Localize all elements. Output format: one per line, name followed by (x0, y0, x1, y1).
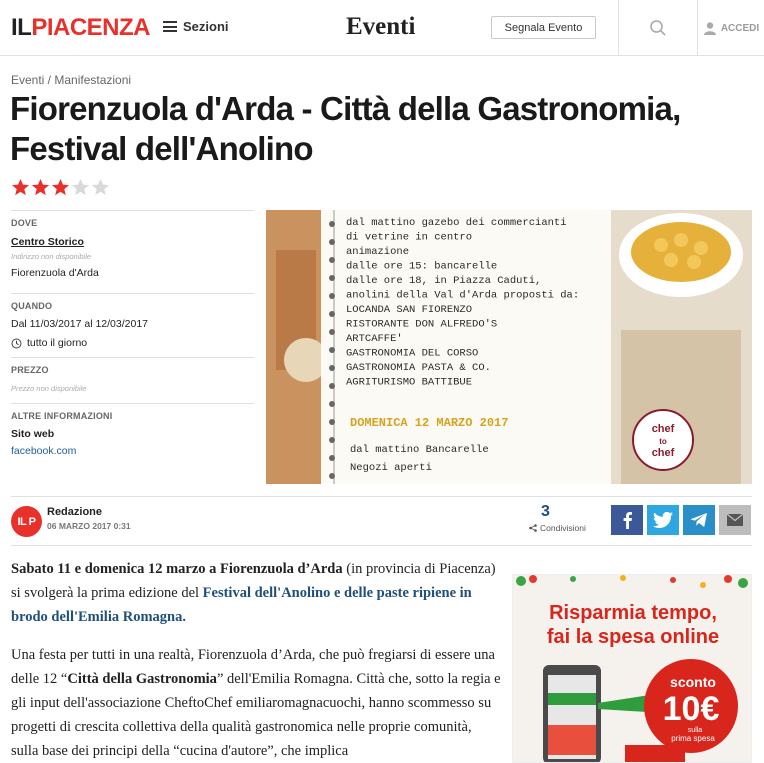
share-count: 3 (541, 503, 550, 520)
article-body (11, 557, 501, 763)
ad-headline-2: fai la spesa online (546, 626, 720, 648)
poster-text-line: GASTRONOMIA PASTA & CO. (346, 362, 491, 374)
city-text: Fiorenzuola d'Arda (11, 267, 99, 279)
star-filled-icon[interactable] (31, 178, 50, 197)
poster-text-line: dalle ore 15: bancarelle (346, 260, 498, 273)
search-icon (649, 19, 667, 37)
poster-text-line: dal mattino Bancarelle (350, 444, 489, 456)
event-dates: Dal 11/03/2017 al 12/03/2017 (11, 318, 149, 330)
event-info (11, 210, 254, 463)
section-title: Eventi (346, 13, 416, 40)
address-unavailable: Indirizzo non disponibile (11, 252, 92, 261)
share-label-row (529, 523, 599, 533)
poster-text-line: AGRITURISMO BATTIBUE (346, 376, 473, 389)
sezioni-menu-button[interactable] (163, 19, 229, 34)
info-quando (11, 293, 254, 357)
poster-text-line: Negozi aperti (350, 462, 432, 474)
poster-text-line: di vetrine in centro (346, 231, 473, 244)
ad-badge-bottom-2: prima spesa (671, 734, 715, 743)
ad-badge-bottom-1: sulla (687, 727, 703, 734)
poster-text-line: LOCANDA SAN FIORENZO (346, 304, 473, 316)
telegram-icon (690, 512, 708, 528)
share-label: Condivisioni (540, 523, 586, 533)
poster-text-line: dal mattino gazebo dei commercianti (346, 217, 567, 229)
citta-gastronomia-bold: Città della Gastronomia (67, 671, 217, 687)
article-paragraph: Sabato 11 e domenica 12 marzo a Fiorenzuola d’Arda (in provincia di Piacenza) si svolgerà la prima edizione del Festival dell'Anolino e delle paste ripiene in brodo dell'Emilia Romagna. (11, 561, 496, 625)
email-icon (727, 514, 743, 526)
ad-headline-1: Risparmia tempo, (549, 602, 717, 624)
event-image[interactable] (266, 210, 752, 484)
author-share-bar (11, 496, 752, 546)
user-icon (703, 21, 717, 35)
site-header (0, 0, 764, 56)
article-paragraph: Una festa per tutti in una realtà, Fiorenzuola d’Arda, che può fregiarsi di essere una delle 12 “Città della Gastronomia” dell'Emilia Romagna. Città che, sotto la regia e gli input dell'associazione CheftoChef emiliaromagnacuochi, hanno scommesso su progetti di crescita collettiva della qualità gastronomica nelle proprie comunità, sulla base dei principi della “cucina d'autore”, che implica (11, 647, 501, 759)
email-share-button[interactable] (719, 505, 751, 535)
poster-text-line: animazione (346, 246, 410, 258)
advertisement-banner[interactable] (512, 574, 752, 763)
website-link[interactable]: facebook.com (11, 445, 77, 457)
rating-stars (11, 178, 110, 197)
twitter-icon (653, 512, 673, 528)
poster-text-line: GASTRONOMIA DEL CORSO (346, 347, 479, 360)
article-lead-bold: Sabato 11 e domenica 12 marzo a Fiorenzuola d’Arda (11, 561, 343, 577)
sezioni-label: Sezioni (183, 19, 229, 34)
info-dove (11, 210, 254, 293)
page-title: Fiorenzuola d'Arda - Città della Gastronomia, Festival dell'Anolino (10, 90, 681, 167)
star-filled-icon[interactable] (11, 178, 30, 197)
poster-text-line: anolini della Val d'Arda proposti da: (346, 289, 580, 302)
sito-web-label: Sito web (11, 428, 55, 440)
festival-link[interactable]: Festival dell'Anolino e delle paste ripiene in brodo dell'Emilia Romagna. (11, 585, 472, 625)
site-logo[interactable]: ILPIACENZA (11, 14, 150, 41)
share-icon (529, 524, 537, 532)
poster-highlight: DOMENICA 12 MARZO 2017 (350, 416, 509, 430)
publish-date: 06 MARZO 2017 0:31 (47, 521, 131, 531)
prezzo-label: PREZZO (11, 365, 49, 375)
hamburger-icon (163, 21, 177, 32)
event-time: tutto il giorno (27, 337, 88, 349)
share-counter (529, 503, 599, 533)
quando-label: QUANDO (11, 301, 53, 311)
poster-text-line: dalle ore 18, in Piazza Caduti, (346, 275, 542, 287)
accedi-button[interactable] (698, 0, 764, 56)
event-poster (266, 210, 752, 484)
author-name[interactable]: Redazione (47, 506, 103, 518)
time-row (11, 337, 87, 349)
poster-text-line: RISTORANTE DON ALFREDO'S (346, 318, 498, 331)
poster-badge-line3: chef (651, 447, 675, 459)
accedi-label: ACCEDI (720, 22, 760, 34)
ad-badge-top: sconto (670, 674, 716, 690)
altre-info-label: ALTRE INFORMAZIONI (11, 411, 113, 421)
breadcrumb[interactable]: Eventi / Manifestazioni (11, 73, 132, 87)
search-button[interactable] (619, 0, 697, 56)
telegram-share-button[interactable] (683, 505, 715, 535)
clock-icon (11, 338, 22, 349)
segnala-evento-button[interactable]: Segnala Evento (491, 16, 596, 39)
author-avatar[interactable]: IL P (11, 506, 42, 537)
poster-badge-line1: chef (651, 423, 675, 435)
info-prezzo (11, 357, 254, 403)
star-empty-icon[interactable] (91, 178, 110, 197)
twitter-share-button[interactable] (647, 505, 679, 535)
ad-graphic (513, 575, 752, 763)
dove-label: DOVE (11, 218, 38, 228)
price-unavailable: Prezzo non disponibile (11, 384, 87, 393)
facebook-icon (620, 511, 634, 529)
location-link[interactable]: Centro Storico (11, 236, 84, 248)
facebook-share-button[interactable] (611, 505, 643, 535)
poster-text-line: ARTCAFFE' (346, 333, 403, 345)
star-filled-icon[interactable] (51, 178, 70, 197)
ad-badge-amount: 10€ (662, 690, 720, 728)
star-empty-icon[interactable] (71, 178, 90, 197)
info-altre (11, 403, 254, 463)
poster-badge-line2: to (659, 437, 667, 446)
